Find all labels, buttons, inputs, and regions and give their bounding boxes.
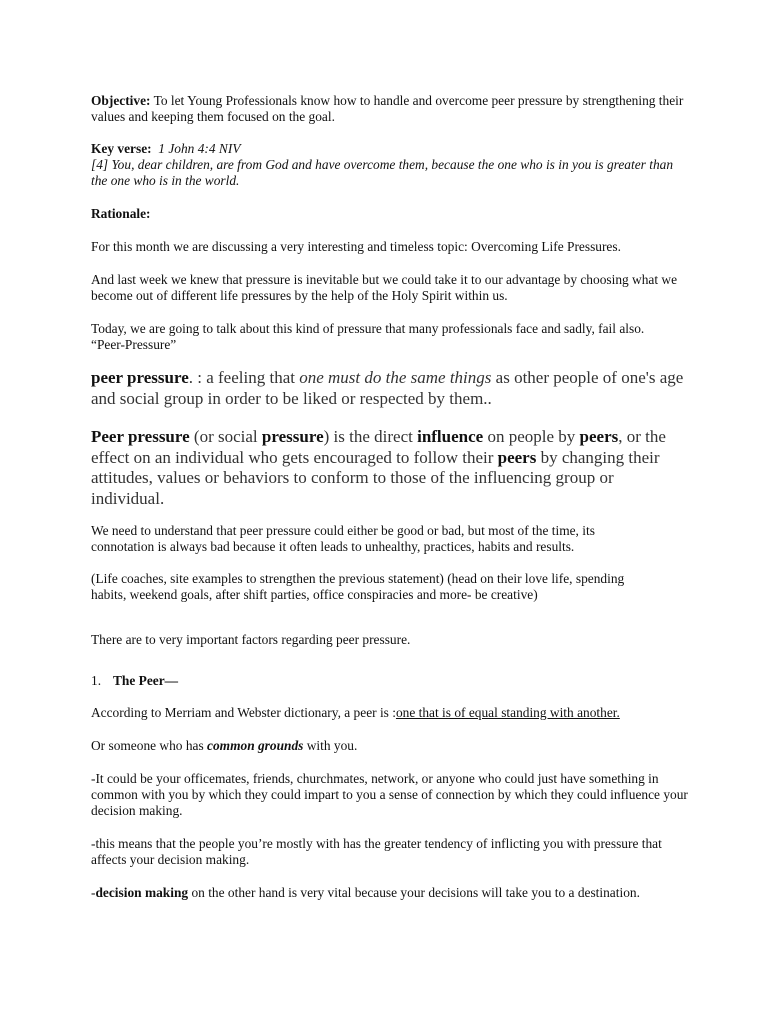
common-grounds-suffix: with you. <box>303 738 358 753</box>
decision-making-dash: - <box>91 885 96 900</box>
definition-2-term-pressure: pressure <box>261 427 324 446</box>
definition-2-text: , or the effect on an individual who gets encouraged to follow their <box>91 427 666 467</box>
definition-2-text: by changing their attitudes, values or behaviors to conform to those of the influencing group or individual. <box>91 447 660 508</box>
rationale-paragraph-2: And last week we knew that pressure is inevitable but we could take it to our advantage by choosing what we become out of different life pressures by the help of the Holy Spirit within us. <box>91 272 678 303</box>
definition-1-text-a: . : a feeling that <box>188 368 300 387</box>
rationale-paragraph-1: For this month we are discussing a very interesting and timeless topic: Overcoming Life Pressures. <box>91 239 621 254</box>
objective-paragraph <box>91 93 691 125</box>
section-1-heading <box>91 673 691 689</box>
definition-2-term-influence: influence <box>417 427 484 446</box>
people-paragraph: -this means that the people you’re mostly with has the greater tendency of inflicting you with pressure that affects your decision making. <box>91 836 662 867</box>
definition-1-term: peer pressure <box>91 368 189 387</box>
document-page <box>91 93 691 901</box>
key-verse-reference: 1 John 4:4 NIV <box>151 141 241 156</box>
rationale-paragraph-3-line-1: Today, we are going to talk about this kind of pressure that many professionals face and sadly, fail also. <box>91 321 645 336</box>
section-1-number: 1. <box>91 673 102 688</box>
key-verse-label: Key verse: <box>91 141 152 156</box>
common-grounds-paragraph <box>91 738 691 754</box>
key-verse-line <box>91 141 691 157</box>
decision-making-text: on the other hand is very vital because your decisions will take you to a destination. <box>188 885 640 900</box>
definition-1-text-b: as other people of one's age and social group in order to be liked or respected by them.. <box>91 368 684 408</box>
dictionary-definition: one that is of equal standing with another. <box>395 705 620 720</box>
rationale-heading: Rationale: <box>91 206 151 221</box>
objective-text: To let Young Professionals know how to handle and overcome peer pressure by strengthening their values and keeping them focused on the goal. <box>91 93 684 124</box>
factors-paragraph: There are to very important factors regarding peer pressure. <box>91 632 411 647</box>
decision-making-term: decision making <box>95 885 189 900</box>
section-1-title: The Peer— <box>113 673 179 688</box>
definition-1-emphasis: one must do the same things <box>299 368 492 387</box>
common-grounds-prefix: Or someone who has <box>91 738 208 753</box>
officemates-paragraph: -It could be your officemates, friends, churchmates, network, or anyone who could just have something in common with you by which they could impart to you a sense of connection by which they could influence your decision making. <box>91 771 688 818</box>
definition-2-text: (or social <box>189 427 262 446</box>
objective-label: Objective: <box>91 93 151 108</box>
peer-pressure-quote: “Peer-Pressure” <box>91 337 177 352</box>
dictionary-paragraph <box>91 705 691 721</box>
decision-making-paragraph <box>91 885 691 901</box>
definition-1 <box>91 368 686 409</box>
common-grounds-emphasis: common grounds <box>207 738 304 753</box>
definition-2-text: ) is the direct <box>323 427 418 446</box>
key-verse-text: [4] You, dear children, are from God and have overcome them, because the one who is in you is greater than the one who is in the world. <box>91 157 674 188</box>
definition-2-term-peers: peers <box>579 427 619 446</box>
rationale-paragraph-3 <box>91 321 691 353</box>
definition-2-term-peers: peers <box>497 447 537 467</box>
dictionary-prefix: According to Merriam and Webster dictionary, a peer is : <box>91 705 396 720</box>
definition-2 <box>91 427 681 509</box>
definition-2-term-peer-pressure: Peer pressure <box>91 427 190 446</box>
understand-paragraph: We need to understand that peer pressure could either be good or bad, but most of the time, its connotation is always bad because it often leads to unhealthy, practices, habits and results. <box>91 523 595 554</box>
definition-2-text: on people by <box>483 427 580 446</box>
life-coaches-paragraph: (Life coaches, site examples to strengthen the previous statement) (head on their love life, spending habits, weekend goals, after shift parties, office conspiracies and more- be creative) <box>91 571 625 602</box>
